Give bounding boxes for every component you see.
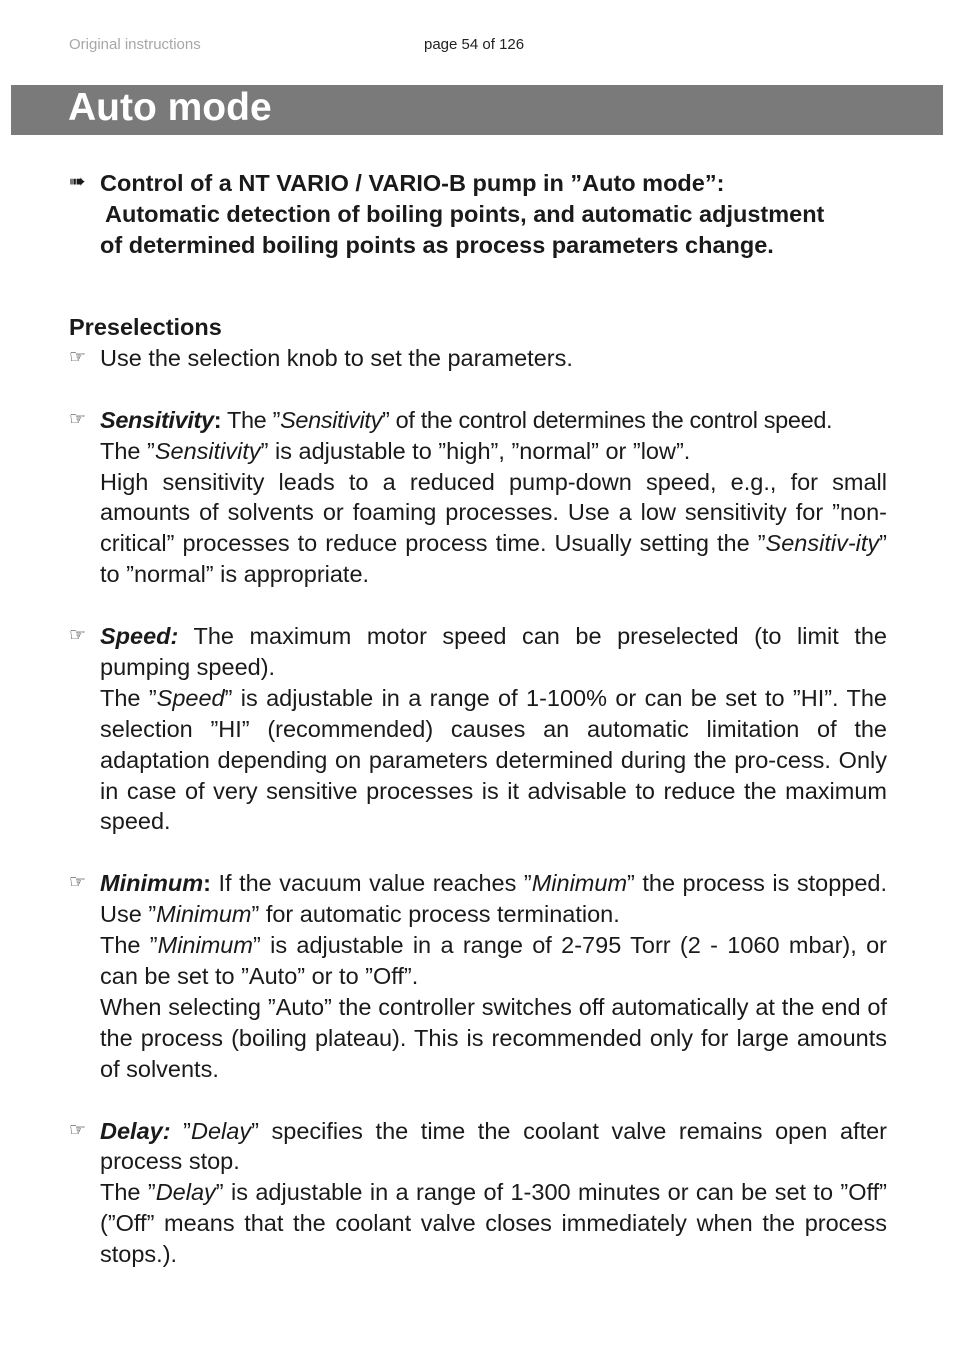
page-title: Auto mode [68, 86, 272, 129]
sensitivity-line-3: High sensitivity leads to a reduced pump-down speed, e.g., for small amounts of solvents or foaming processes. Use a low sensitivity for ”non-critical” processes to reduce process time. Usually setting the ”Sensitiv-ity” to ”normal” is appropriate. [100, 468, 887, 588]
right-arrow-icon: ➠ [69, 171, 86, 193]
sensitivity-line-2: The ”Sensitivity” is adjustable to ”high”, ”normal” or ”low”. [100, 437, 691, 464]
minimum-line-3: When selecting ”Auto” the controller switches off automatically at the end of the process (boiling plateau). This is recommended only for large amounts of solvents. [100, 993, 887, 1082]
intro-block [69, 168, 887, 261]
pointing-hand-icon: ☞ [69, 408, 87, 430]
header-left-text: Original instructions [69, 36, 201, 53]
pointing-hand-icon: ☞ [69, 625, 87, 647]
speed-line-1: Speed: The maximum motor speed can be preselected (to limit the pumping speed). [100, 623, 887, 680]
minimum-line-1: Minimum: If the vacuum value reaches ”Minimum” the process is stopped. Use ”Minimum” for automatic process termination. [100, 870, 888, 928]
speed-line-2: The ”Speed” is adjustable in a range of 1-100% or can be set to ”HI”. The selection ”HI” (recommended) causes an automatic limitation of the adaptation depending on parameters determined during the pro-cess. Only in case of very sensitive processes is it advisable to reduce the maximum speed. [100, 684, 887, 835]
section-title: Preselections [69, 314, 222, 340]
list-item-sensitivity [69, 405, 887, 590]
list-item-speed [69, 621, 887, 837]
pointing-hand-icon: ☞ [69, 346, 87, 368]
delay-line-1: Delay: ”Delay” specifies the time the coolant valve remains open after process stop. [100, 1117, 887, 1175]
list-item-delay [69, 1116, 887, 1271]
list-item-minimum [69, 868, 887, 1084]
pointing-hand-icon: ☞ [69, 872, 87, 894]
sensitivity-line-1: Sensitivity: The ”Sensitivity” of the control determines the control speed. [100, 406, 833, 433]
minimum-line-2: The ”Minimum” is adjustable in a range of 2-795 Torr (2 - 1060 mbar), or can be set to ”Auto” or to ”Off”. [100, 932, 887, 989]
preselections-section [69, 312, 887, 1270]
intro-text: Control of a NT VARIO / VARIO-B pump in ”Auto mode”: Automatic detection of boiling points, and automatic adjustment of determined boiling points as process parameters change. [100, 170, 825, 258]
page-number: page 54 of 126 [424, 36, 525, 53]
pointing-hand-icon: ☞ [69, 1119, 87, 1141]
list-item-intro: ☞ Use the selection knob to set the parameters. [69, 343, 887, 374]
title-banner [11, 85, 943, 135]
delay-line-2: The ”Delay” is adjustable in a range of 1-300 minutes or can be set to ”Off” (”Off” means that the coolant valve closes immediately when the process stops.). [100, 1179, 887, 1268]
